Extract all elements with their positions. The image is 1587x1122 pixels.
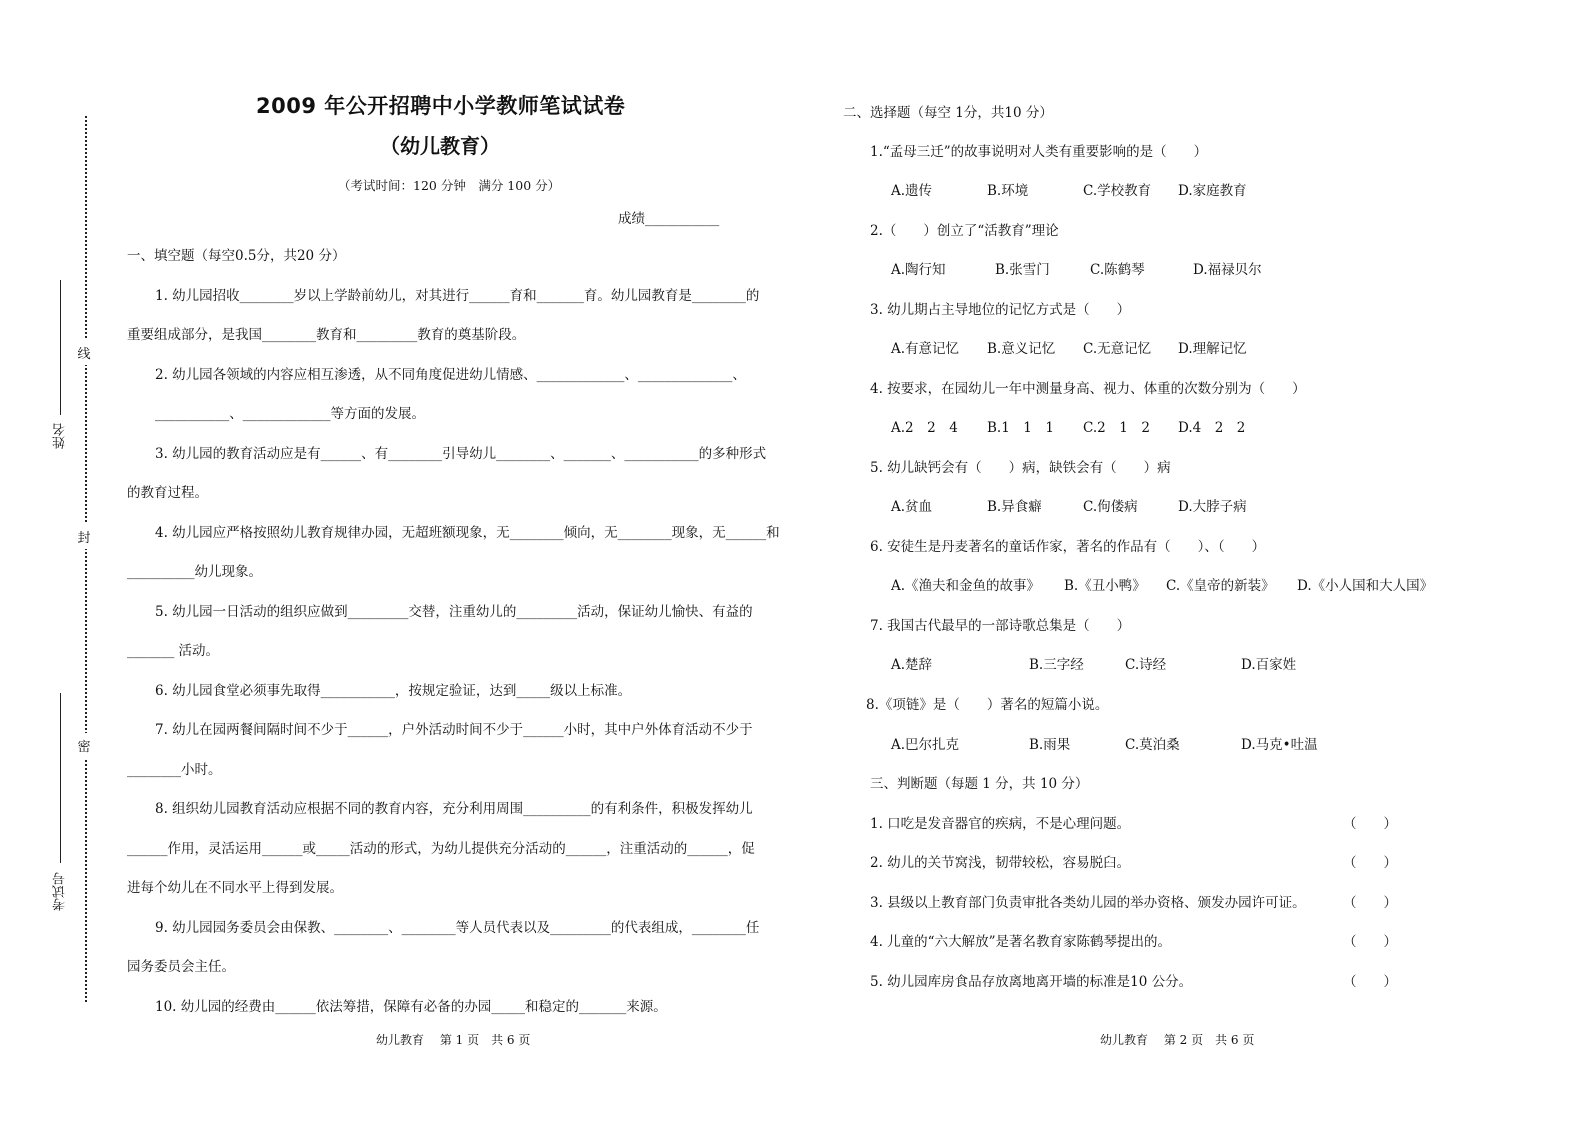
option[interactable]: D.福禄贝尔 [1193,262,1262,278]
option[interactable]: B.张雪门 [995,262,1050,278]
page-subtitle: （幼儿教育） [380,134,500,158]
section2-title: 二、选择题（每空 1分，共10 分） [843,105,1053,121]
option[interactable]: A.遗传 [891,183,933,199]
fill-line: ______作用，灵活运用______或_____活动的形式，为幼儿提供充分活动的______，注重活动的______，促 [127,841,755,857]
option[interactable]: B.1 1 1 [987,420,1054,436]
fill-line: 5. 幼儿园一日活动的组织应做到_________交替，注重幼儿的_________活动，保证幼儿愉快、有益的 [155,604,753,620]
judgement-statement: 4. 儿童的“六大解放”是著名教育家陈鹤琴提出的。 [870,934,1171,950]
fill-line: 4. 幼儿园应严格按照幼儿教育规律办园，无超班额现象，无________倾向，无________现象，无______和 [155,525,780,541]
option[interactable]: C.无意记忆 [1083,341,1152,357]
section1-title: 一、填空题（每空0.5分，共20 分） [127,248,346,264]
option[interactable]: D.大脖子病 [1178,499,1247,515]
fill-line: 1. 幼儿园招收________岁以上学龄前幼儿，对其进行______育和_______育。幼儿园教育是________的 [155,288,760,304]
name-field-line[interactable] [60,280,61,415]
option[interactable]: B.雨果 [1029,737,1071,753]
option[interactable]: D.家庭教育 [1178,183,1247,199]
fill-line: 重要组成部分，是我国________教育和_________教育的奠基阶段。 [127,327,526,343]
option[interactable]: A.2 2 4 [891,420,958,436]
fill-line: 3. 幼儿园的教育活动应是有______、有________引导幼儿________、_______、___________的多种形式 [155,446,767,462]
option[interactable]: A.巴尔扎克 [891,737,960,753]
option[interactable]: B.意义记忆 [987,341,1056,357]
left-footer: 幼儿教育 第 1 页 共 6 页 [376,1033,531,1047]
question: 4. 按要求，在园幼儿一年中测量身高、视力、体重的次数分别为（ ） [870,381,1306,397]
answer-paren[interactable]: （ ） [1343,934,1397,950]
option[interactable]: C.佝偻病 [1083,499,1138,515]
fill-line: 园务委员会主任。 [127,959,235,975]
judgement-statement: 2. 幼儿的关节窝浅，韧带较松，容易脱臼。 [870,855,1131,871]
option[interactable]: C.陈鹤琴 [1090,262,1145,278]
seal-mark-line: 线 [77,340,90,365]
option[interactable]: A.《渔夫和金鱼的故事》 [891,578,1041,594]
option[interactable]: A.贫血 [891,499,933,515]
answer-paren[interactable]: （ ） [1343,895,1397,911]
option[interactable]: D.《小人国和大人国》 [1297,578,1434,594]
option[interactable]: A.有意记忆 [891,341,960,357]
page-title: 2009 年公开招聘中小学教师笔试试卷 [256,94,626,118]
option[interactable]: B.环境 [987,183,1029,199]
judgement-statement: 1. 口吃是发音器官的疾病，不是心理问题。 [870,816,1131,832]
option[interactable]: A.楚辞 [891,657,933,673]
right-footer: 幼儿教育 第 2 页 共 6 页 [1100,1033,1255,1047]
question: 1.“孟母三迁”的故事说明对人类有重要影响的是（ ） [870,144,1208,160]
option[interactable]: C.莫泊桑 [1125,737,1180,753]
option[interactable]: C.学校教育 [1083,183,1152,199]
option[interactable]: D.马克•吐温 [1241,737,1318,753]
option[interactable]: D.4 2 2 [1178,420,1246,436]
name-label: 姓名 [53,423,68,449]
answer-paren[interactable]: （ ） [1343,816,1397,832]
fill-line: 8. 组织幼儿园教育活动应根据不同的教育内容，充分利用周围__________的有利条件，积极发挥幼儿 [155,801,753,817]
option[interactable]: A.陶行知 [891,262,946,278]
fill-line: 10. 幼儿园的经费由______依法筹措，保障有必备的办园_____和稳定的_______来源。 [155,999,667,1015]
fill-line: ________小时。 [127,762,222,778]
fill-line: _______ 活动。 [127,643,220,659]
option[interactable]: B.异食癖 [987,499,1042,515]
fill-line: 进每个幼儿在不同水平上得到发展。 [127,880,343,896]
fill-line: 9. 幼儿园园务委员会由保教、________、________等人员代表以及_________的代表组成，________任 [155,920,760,936]
question: 5. 幼儿缺钙会有（ ）病，缺铁会有（ ）病 [870,460,1171,476]
judgement-statement: 3. 县级以上教育部门负责审批各类幼儿园的举办资格、颁发办园许可证。 [870,895,1306,911]
fill-line: __________幼儿现象。 [127,564,262,580]
exam-no-label: 考试号 [53,872,68,911]
fill-line: 2. 幼儿园各领域的内容应相互渗透，从不同角度促进幼儿情感、_____________、______________、 [155,367,746,383]
binding-dotted-line [85,116,87,1002]
option[interactable]: D.百家姓 [1241,657,1297,673]
seal-mark-secret: 密 [77,733,90,758]
question: 3. 幼儿期占主导地位的记忆方式是（ ） [870,302,1131,318]
option[interactable]: D.理解记忆 [1178,341,1247,357]
fill-line: 6. 幼儿园食堂必须事先取得___________，按规定验证，达到_____级以上标准。 [155,683,632,699]
fill-line: 的教育过程。 [127,485,208,501]
score-field[interactable]: 成绩___________ [618,211,720,227]
answer-paren[interactable]: （ ） [1343,855,1397,871]
option[interactable]: C.《皇帝的新装》 [1166,578,1275,594]
answer-paren[interactable]: （ ） [1343,974,1397,990]
option[interactable]: B.《丑小鸭》 [1064,578,1146,594]
seal-mark-seal: 封 [77,524,90,549]
question: 8.《项链》是（ ）著名的短篇小说。 [866,697,1109,713]
judgement-statement: 5. 幼儿园库房食品存放离地离开墙的标准是10 公分。 [870,974,1193,990]
option[interactable]: B.三字经 [1029,657,1084,673]
fill-line: 7. 幼儿在园两餐间隔时间不少于______，户外活动时间不少于______小时，其中户外体育活动不少于 [155,722,753,738]
option[interactable]: C.2 1 2 [1083,420,1150,436]
exam-no-field-line[interactable] [60,693,61,863]
question: 6. 安徒生是丹麦著名的童话作家，著名的作品有（ ）、（ ） [870,539,1266,555]
fill-line: ___________、_____________等方面的发展。 [155,406,425,422]
option[interactable]: C.诗经 [1125,657,1167,673]
question: 7. 我国古代最早的一部诗歌总集是（ ） [870,618,1131,634]
exam-info: （考试时间：120 分钟 满分 100 分） [338,178,561,193]
question: 2.（ ）创立了“活教育”理论 [870,223,1059,239]
section3-title: 三、判断题（每题 1 分，共 10 分） [870,776,1089,792]
